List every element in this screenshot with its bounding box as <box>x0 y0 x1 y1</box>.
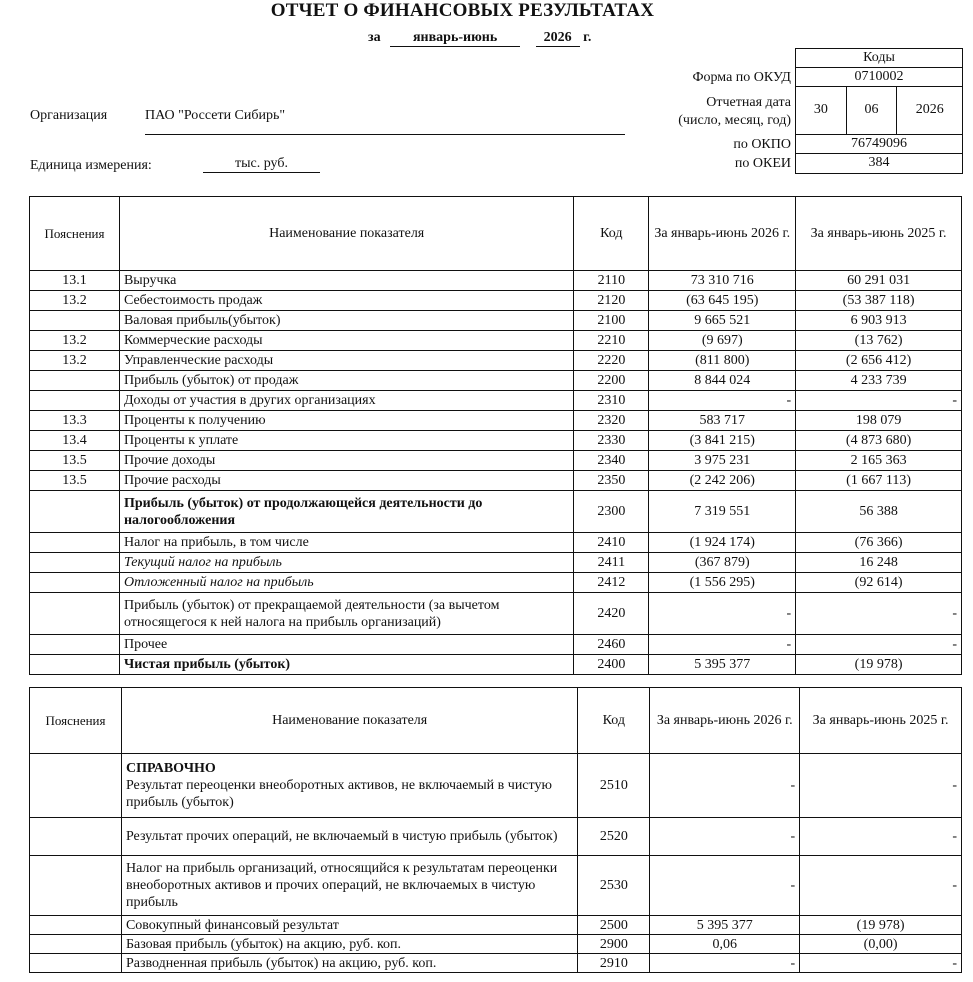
table-row <box>30 451 962 471</box>
report-month: 06 <box>847 87 898 134</box>
row-note <box>30 954 122 973</box>
row-code: 2330 <box>574 431 649 451</box>
table-row <box>30 954 962 973</box>
row-previous-value: - <box>800 818 962 856</box>
section-title: СПРАВОЧНО <box>125 761 216 776</box>
row-name: Проценты к получению <box>119 411 573 431</box>
row-current-value: 8 844 024 <box>649 371 796 391</box>
row-current-value: - <box>650 856 800 916</box>
row-note <box>30 391 120 411</box>
row-name: Совокупный финансовый результат <box>121 916 577 935</box>
row-note <box>30 935 122 954</box>
codes-title: Коды <box>796 49 962 68</box>
row-current-value: 73 310 716 <box>649 271 796 291</box>
row-name: Разводненная прибыль (убыток) на акцию, руб. коп. <box>121 954 577 973</box>
row-note: 13.4 <box>30 431 120 451</box>
row-note: 13.1 <box>30 271 120 291</box>
okei-label: по ОКЕИ <box>734 156 791 171</box>
table-row <box>30 491 962 533</box>
row-code: 2400 <box>574 655 649 675</box>
codes-box <box>795 48 963 174</box>
row-previous-value: (0,00) <box>800 935 962 954</box>
unit-label: Единица измерения: <box>30 158 152 173</box>
row-code: 2200 <box>574 371 649 391</box>
row-code: 2420 <box>574 593 649 635</box>
row-previous-value: - <box>796 391 962 411</box>
row-current-value: (1 924 174) <box>649 533 796 553</box>
row-code: 2910 <box>578 954 650 973</box>
row-name: Прочее <box>119 635 573 655</box>
header-notes: Пояснения <box>30 688 122 754</box>
report-date <box>796 87 962 135</box>
row-code: 2310 <box>574 391 649 411</box>
row-name: Прибыль (убыток) от продаж <box>119 371 573 391</box>
row-note: 13.2 <box>30 351 120 371</box>
row-name: Прибыль (убыток) от продолжающейся деятельности до налогообложения <box>119 491 573 533</box>
row-current-value: 5 395 377 <box>650 916 800 935</box>
table-row <box>30 856 962 916</box>
row-note <box>30 655 120 675</box>
row-previous-value: 198 079 <box>796 411 962 431</box>
table-row <box>30 754 962 818</box>
row-note: 13.5 <box>30 471 120 491</box>
report-date-label-line2: (число, месяц, год) <box>678 113 791 128</box>
okpo-label: по ОКПО <box>733 137 791 152</box>
row-previous-value: - <box>800 754 962 818</box>
row-current-value: (811 800) <box>649 351 796 371</box>
table-row <box>30 533 962 553</box>
row-code: 2510 <box>578 754 650 818</box>
row-name: Управленческие расходы <box>119 351 573 371</box>
row-note <box>30 856 122 916</box>
reference-table <box>29 687 962 973</box>
row-name: Отложенный налог на прибыль <box>119 573 573 593</box>
table-row <box>30 818 962 856</box>
row-code: 2410 <box>574 533 649 553</box>
row-code: 2520 <box>578 818 650 856</box>
row-current-value: (9 697) <box>649 331 796 351</box>
row-code: 2120 <box>574 291 649 311</box>
row-note: 13.2 <box>30 331 120 351</box>
row-previous-value: - <box>796 635 962 655</box>
row-code: 2412 <box>574 573 649 593</box>
row-previous-value: 6 903 913 <box>796 311 962 331</box>
row-current-value: - <box>650 954 800 973</box>
row-current-value: (367 879) <box>649 553 796 573</box>
row-previous-value: - <box>796 593 962 635</box>
row-current-value: (2 242 206) <box>649 471 796 491</box>
row-current-value: - <box>649 391 796 411</box>
row-current-value: 7 319 551 <box>649 491 796 533</box>
okud-label: Форма по ОКУД <box>692 70 791 85</box>
organization-label: Организация <box>30 108 108 123</box>
row-name: Налог на прибыль организаций, относящийся к результатам переоценки внеоборотных активов и прочих операций, не включаемых в чистую прибыль <box>121 856 577 916</box>
okei-code: 384 <box>868 155 890 170</box>
row-note: 13.5 <box>30 451 120 471</box>
row-current-value: 5 395 377 <box>649 655 796 675</box>
row-name: Прибыль (убыток) от прекращаемой деятельности (за вычетом относящегося к ней налога на прибыль организаций) <box>119 593 573 635</box>
row-name: Себестоимость продаж <box>119 291 573 311</box>
unit-value: тыс. руб. <box>203 156 320 173</box>
row-previous-value: (19 978) <box>796 655 962 675</box>
row-note: 13.3 <box>30 411 120 431</box>
row-code: 2460 <box>574 635 649 655</box>
row-name: Проценты к уплате <box>119 431 573 451</box>
row-current-value: - <box>649 593 796 635</box>
row-previous-value: (19 978) <box>800 916 962 935</box>
row-previous-value: - <box>800 856 962 916</box>
row-note <box>30 553 120 573</box>
row-code: 2100 <box>574 311 649 331</box>
report-title: ОТЧЕТ О ФИНАНСОВЫХ РЕЗУЛЬТАТАХ <box>270 0 655 21</box>
period-value: январь-июнь <box>390 30 520 47</box>
header-name: Наименование показателя <box>119 197 573 271</box>
table-row <box>30 573 962 593</box>
row-current-value: (3 841 215) <box>649 431 796 451</box>
row-current-value: 9 665 521 <box>649 311 796 331</box>
table-row <box>30 291 962 311</box>
row-current-value: 583 717 <box>649 411 796 431</box>
row-code: 2220 <box>574 351 649 371</box>
row-previous-value: 4 233 739 <box>796 371 962 391</box>
table-row <box>30 351 962 371</box>
table-row <box>30 655 962 675</box>
row-code: 2300 <box>574 491 649 533</box>
row-code: 2110 <box>574 271 649 291</box>
table-row <box>30 471 962 491</box>
row-previous-value: 56 388 <box>796 491 962 533</box>
row-note <box>30 371 120 391</box>
header-code: Код <box>578 688 650 754</box>
row-note <box>30 916 122 935</box>
row-previous-value: 60 291 031 <box>796 271 962 291</box>
header-previous-period: За январь-июнь 2025 г. <box>796 197 962 271</box>
row-current-value: 3 975 231 <box>649 451 796 471</box>
period-year-suffix: г. <box>583 30 592 45</box>
row-note <box>30 491 120 533</box>
row-note <box>30 533 120 553</box>
table-row <box>30 411 962 431</box>
header-code: Код <box>574 197 649 271</box>
row-name-text: Результат переоценки внеоборотных активов, не включаемый в чистую прибыль (убыток) <box>125 778 552 810</box>
row-note <box>30 635 120 655</box>
row-name: Выручка <box>119 271 573 291</box>
table-row <box>30 593 962 635</box>
header-name: Наименование показателя <box>121 688 577 754</box>
header-current-period: За январь-июнь 2026 г. <box>650 688 800 754</box>
row-note <box>30 573 120 593</box>
row-name: Прочие расходы <box>119 471 573 491</box>
row-name: Доходы от участия в других организациях <box>119 391 573 411</box>
row-previous-value: (1 667 113) <box>796 471 962 491</box>
row-previous-value: (13 762) <box>796 331 962 351</box>
row-code: 2530 <box>578 856 650 916</box>
table-row <box>30 391 962 411</box>
row-previous-value: (2 656 412) <box>796 351 962 371</box>
table-row <box>30 311 962 331</box>
row-code: 2411 <box>574 553 649 573</box>
row-previous-value: 16 248 <box>796 553 962 573</box>
row-name: Чистая прибыль (убыток) <box>119 655 573 675</box>
row-previous-value: 2 165 363 <box>796 451 962 471</box>
row-name: Прочие доходы <box>119 451 573 471</box>
row-current-value: 0,06 <box>650 935 800 954</box>
table-row <box>30 935 962 954</box>
row-current-value: (63 645 195) <box>649 291 796 311</box>
table-row <box>30 331 962 351</box>
row-previous-value: (4 873 680) <box>796 431 962 451</box>
row-note <box>30 754 122 818</box>
okpo-code: 76749096 <box>796 135 962 154</box>
row-previous-value: (92 614) <box>796 573 962 593</box>
row-name: Налог на прибыль, в том числе <box>119 533 573 553</box>
period-prefix: за <box>368 30 381 45</box>
row-name: Текущий налог на прибыль <box>119 553 573 573</box>
report-period <box>368 30 591 47</box>
table-row <box>30 371 962 391</box>
row-code: 2900 <box>578 935 650 954</box>
row-current-value: - <box>650 754 800 818</box>
row-note <box>30 311 120 331</box>
table-row <box>30 271 962 291</box>
table-header-row <box>30 688 962 754</box>
table-row <box>30 916 962 935</box>
row-code: 2500 <box>578 916 650 935</box>
table-row <box>30 553 962 573</box>
okud-code: 0710002 <box>796 68 962 87</box>
financial-results-table <box>29 196 962 675</box>
row-note <box>30 593 120 635</box>
row-code: 2210 <box>574 331 649 351</box>
row-code: 2340 <box>574 451 649 471</box>
row-name: Коммерческие расходы <box>119 331 573 351</box>
header-notes: Пояснения <box>30 197 120 271</box>
row-name: Базовая прибыль (убыток) на акцию, руб. коп. <box>121 935 577 954</box>
row-previous-value: (53 387 118) <box>796 291 962 311</box>
row-previous-value: (76 366) <box>796 533 962 553</box>
report-day: 30 <box>796 87 847 134</box>
report-year: 2026 <box>915 102 944 117</box>
row-name <box>121 754 577 818</box>
period-year: 2026 <box>536 30 580 47</box>
organization-name: ПАО "Россети Сибирь" <box>145 108 625 135</box>
row-current-value: (1 556 295) <box>649 573 796 593</box>
table-header-row <box>30 197 962 271</box>
row-name: Результат прочих операций, не включаемый в чистую прибыль (убыток) <box>121 818 577 856</box>
table-row <box>30 431 962 451</box>
table-row <box>30 635 962 655</box>
row-current-value: - <box>649 635 796 655</box>
row-note: 13.2 <box>30 291 120 311</box>
report-date-label-line1: Отчетная дата <box>706 95 791 110</box>
row-previous-value: - <box>800 954 962 973</box>
row-current-value: - <box>650 818 800 856</box>
row-code: 2320 <box>574 411 649 431</box>
header-current-period: За январь-июнь 2026 г. <box>649 197 796 271</box>
row-code: 2350 <box>574 471 649 491</box>
row-name: Валовая прибыль(убыток) <box>119 311 573 331</box>
header-previous-period: За январь-июнь 2025 г. <box>800 688 962 754</box>
row-note <box>30 818 122 856</box>
report-date-label <box>678 94 791 130</box>
